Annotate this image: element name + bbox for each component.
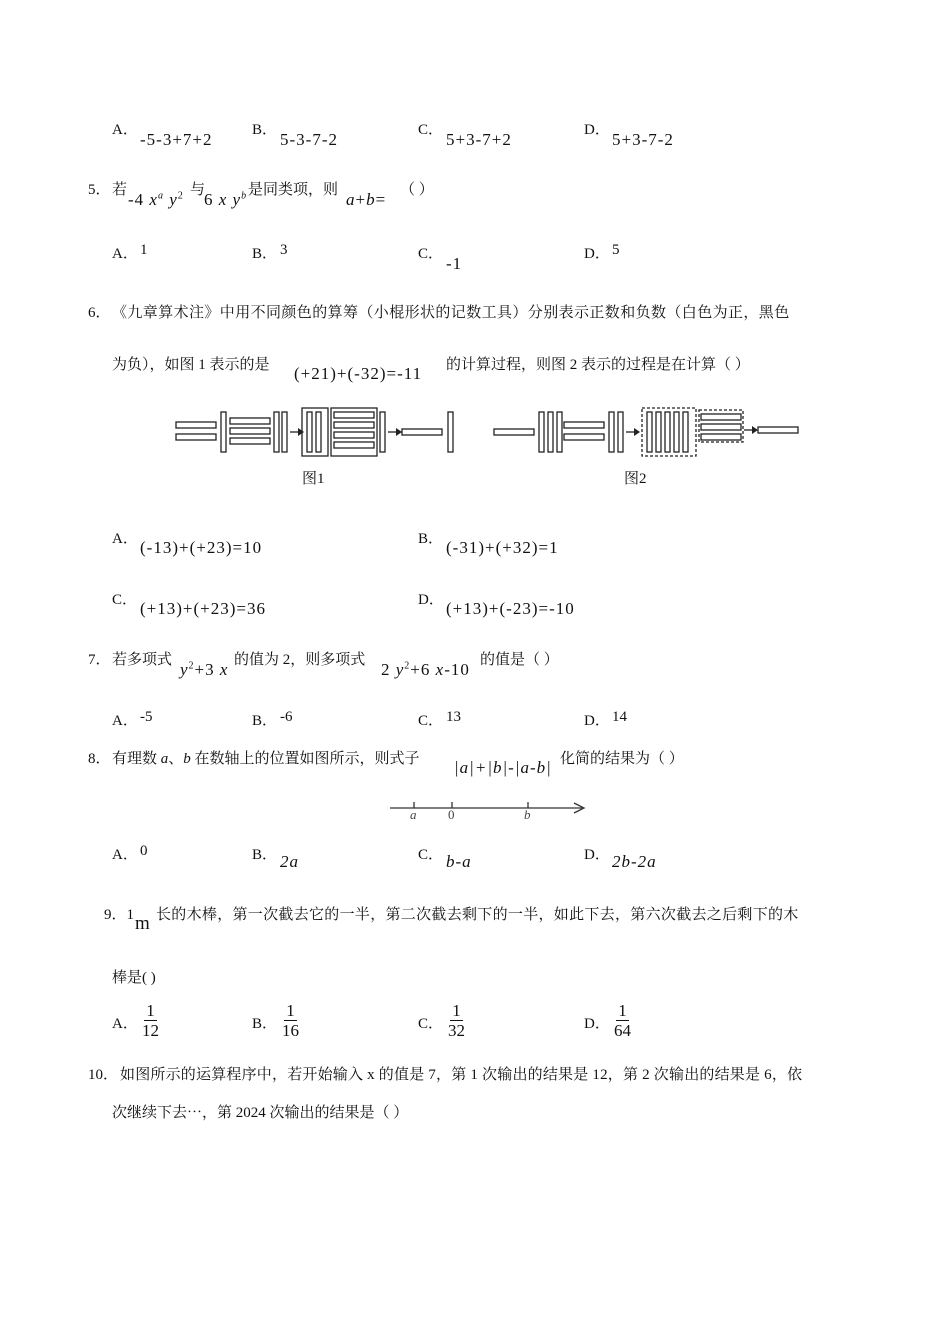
q9-option-a-fraction: $\frac{1}{12}$ bbox=[142, 1001, 159, 1040]
q6-option-a-label: A． bbox=[112, 531, 138, 547]
q5-text-1: 若 bbox=[112, 182, 128, 198]
q6-figure-2 bbox=[488, 404, 803, 460]
q7-text-1: 若多项式 bbox=[112, 652, 173, 668]
q8-text-1: 有理数 a、b 在数轴上的位置如图所示，则式子 bbox=[112, 751, 420, 767]
q8-number: 8． bbox=[88, 751, 111, 767]
q6-option-b-label: B． bbox=[418, 531, 444, 547]
q8-text-3: 化简的结果为（ ） bbox=[560, 751, 684, 767]
q5-text-3: 是同类项，则 bbox=[248, 182, 339, 198]
q5-term-1: -4 $x^a$ $y^2$ bbox=[128, 190, 184, 209]
q7-text-2: 的值为 2，则多项式 bbox=[234, 652, 366, 668]
q7-option-d-expr: 14 bbox=[612, 709, 627, 725]
q7-option-a-label: A． bbox=[112, 713, 138, 729]
q4-option-b-label: B． bbox=[252, 122, 278, 138]
q9-option-c-label: C． bbox=[418, 1016, 444, 1032]
q4-option-a-expr: -5-3+7+2 bbox=[140, 130, 213, 149]
q8-option-a-label: A． bbox=[112, 847, 138, 863]
q5-option-d-label: D． bbox=[584, 246, 610, 262]
q7-option-a-expr: -5 bbox=[140, 709, 153, 725]
q10-line-1: 如图所示的运算程序中，若开始输入 x 的值是 7，第 1 次输出的结果是 12，第 2 次输出的结果是 6，依 bbox=[120, 1067, 803, 1083]
q9-option-d-label: D． bbox=[584, 1016, 610, 1032]
q8-axis-label-zero: 0 bbox=[448, 807, 455, 822]
q7-option-d-label: D． bbox=[584, 713, 610, 729]
q8-option-c-label: C． bbox=[418, 847, 444, 863]
q6-figure-1 bbox=[170, 404, 460, 460]
q5-option-d-expr: 5 bbox=[612, 242, 620, 258]
q7-number: 7． bbox=[88, 652, 111, 668]
q9-option-d-fraction: $\frac{1}{64}$ bbox=[614, 1001, 631, 1040]
q6-option-a-expr: (-13)+(+23)=10 bbox=[140, 538, 263, 557]
q5-text-4: （ ） bbox=[400, 182, 434, 198]
q7-option-c-label: C． bbox=[418, 713, 444, 729]
q8-axis-label-a: a bbox=[410, 807, 417, 822]
q7-option-c-expr: 13 bbox=[446, 709, 461, 725]
q5-option-a-expr: 1 bbox=[140, 242, 148, 258]
q9-line-2: 棒是( ) bbox=[112, 970, 156, 986]
q8-option-b-label: B． bbox=[252, 847, 278, 863]
q4-option-a-label: A． bbox=[112, 122, 138, 138]
q5-number: 5． bbox=[88, 182, 111, 198]
q7-poly-2: 2 $y^2+6$ x-10 bbox=[381, 660, 470, 679]
q8-option-b-expr: 2a bbox=[280, 852, 299, 871]
q7-option-b-expr: -6 bbox=[280, 709, 293, 725]
q8-axis-label-b: b bbox=[524, 807, 531, 822]
q4-option-c-label: C． bbox=[418, 122, 444, 138]
q6-expr: (+21)+(-32)=-11 bbox=[294, 364, 423, 383]
q6-option-d-label: D． bbox=[418, 592, 444, 608]
q5-option-b-label: B． bbox=[252, 246, 278, 262]
q6-option-c-expr: (+13)+(+23)=36 bbox=[140, 599, 266, 618]
q6-figure-2-caption: 图2 bbox=[624, 471, 647, 487]
q6-line-2a: 为负），如图 1 表示的是 bbox=[112, 357, 270, 373]
q4-option-d-expr: 5+3-7-2 bbox=[612, 130, 674, 149]
q10-line-2: 次继续下去⋯，第 2024 次输出的结果是（ ） bbox=[112, 1105, 409, 1121]
q5-option-c-expr: -1 bbox=[446, 254, 463, 273]
q9-line-1: 长的木棒，第一次截去它的一半，第二次截去剩下的一半，如此下去，第六次截去之后剩下的木 bbox=[156, 907, 799, 923]
q9-number: 9．1 bbox=[104, 907, 135, 923]
q6-option-b-expr: (-31)+(+32)=1 bbox=[446, 538, 559, 557]
q8-expr: |a|+|b|-|a-b| bbox=[454, 758, 552, 777]
q8-option-d-label: D． bbox=[584, 847, 610, 863]
q6-option-c-label: C． bbox=[112, 592, 138, 608]
q5-option-a-label: A． bbox=[112, 246, 138, 262]
q6-line-1: 《九章算术注》中用不同颜色的算筹（小棍形状的记数工具）分别表示正数和负数（白色为正，黑色 bbox=[112, 305, 790, 321]
q9-option-b-fraction: $\frac{1}{16}$ bbox=[282, 1001, 299, 1040]
q9-option-a-label: A． bbox=[112, 1016, 138, 1032]
q4-option-d-label: D． bbox=[584, 122, 610, 138]
q4-option-b-expr: 5-3-7-2 bbox=[280, 130, 338, 149]
q7-poly-1: $y^2+3$ x bbox=[180, 660, 229, 679]
q4-option-c-expr: 5+3-7+2 bbox=[446, 130, 512, 149]
q9-option-b-label: B． bbox=[252, 1016, 278, 1032]
q5-option-c-label: C． bbox=[418, 246, 444, 262]
q8-option-d-expr: 2b-2a bbox=[612, 852, 657, 871]
q9-unit: m bbox=[135, 913, 150, 934]
q6-option-d-expr: (+13)+(-23)=-10 bbox=[446, 599, 575, 618]
q5-term-2: 6 x $y^b$ bbox=[204, 190, 248, 209]
q10-number: 10． bbox=[88, 1067, 119, 1083]
q6-figure-1-caption: 图1 bbox=[302, 471, 325, 487]
q6-line-2b: 的计算过程，则图 2 表示的过程是在计算（ ） bbox=[446, 357, 750, 373]
q5-text-2: 与 bbox=[190, 182, 206, 198]
q9-option-c-fraction: $\frac{1}{32}$ bbox=[448, 1001, 465, 1040]
q5-sum-expr: a+b= bbox=[346, 190, 387, 209]
q5-option-b-expr: 3 bbox=[280, 242, 288, 258]
q7-option-b-label: B． bbox=[252, 713, 278, 729]
q6-number: 6． bbox=[88, 305, 111, 321]
q8-option-c-expr: b-a bbox=[446, 852, 472, 871]
q7-text-3: 的值是（ ） bbox=[480, 652, 559, 668]
q8-option-a-expr: 0 bbox=[140, 843, 148, 859]
